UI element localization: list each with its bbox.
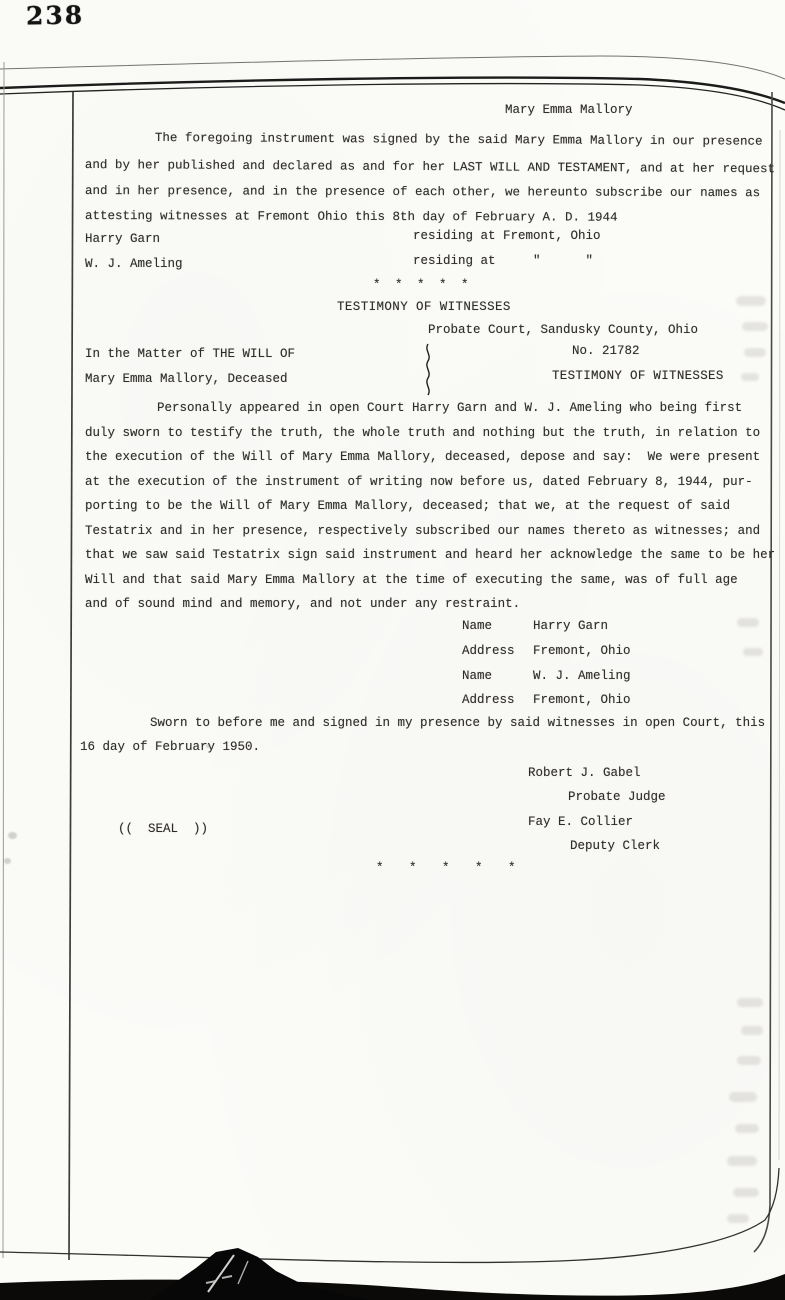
bleed-through-mark bbox=[744, 348, 766, 357]
testimony-body-line: the execution of the Will of Mary Emma Mallory, deceased, depose and say: We were present bbox=[85, 450, 761, 464]
testimony-body-line: duly sworn to testify the truth, the whole truth and nothing but the truth, in relation to bbox=[85, 426, 761, 440]
testimony-body-line: and of sound mind and memory, and not under any restraint. bbox=[85, 597, 521, 611]
bleed-through-mark bbox=[743, 648, 763, 656]
attestation-line: and by her published and declared as and for her LAST WILL AND TESTAMENT, and at her request bbox=[84, 157, 776, 177]
bleed-through-mark bbox=[737, 998, 763, 1007]
testimony-body-line: Will and that said Mary Emma Mallory at the time of executing the same, was of full age bbox=[85, 573, 738, 587]
witness-detail-label: Address bbox=[462, 644, 515, 658]
scan-speck bbox=[8, 832, 17, 839]
clerk-signature: Fay E. Collier bbox=[528, 815, 634, 829]
bleed-through-mark bbox=[727, 1214, 749, 1223]
bleed-through-mark bbox=[737, 618, 759, 627]
bleed-through-mark bbox=[737, 1056, 761, 1065]
judge-signature: Robert J. Gabel bbox=[528, 766, 641, 780]
attestation-line: and in her presence, and in the presence of each other, we hereunto subscribe our names as bbox=[84, 184, 761, 201]
section-separator: * * * * * bbox=[373, 278, 473, 292]
testimony-body-line: at the execution of the instrument of writing now before us, dated February 8, 1944, pur- bbox=[85, 475, 753, 489]
bleed-through-mark bbox=[729, 1092, 757, 1102]
bleed-through-mark bbox=[741, 1026, 763, 1035]
bleed-through-mark bbox=[742, 322, 768, 331]
testator-name-header: Mary Emma Mallory bbox=[505, 103, 633, 117]
seal-notation: (( SEAL )) bbox=[118, 822, 209, 836]
witness-detail-value: Harry Garn bbox=[533, 619, 609, 633]
closing-separator: * * * * * bbox=[376, 861, 520, 875]
bleed-through-mark bbox=[736, 296, 766, 306]
testimony-title: TESTIMONY OF WITNESSES bbox=[337, 300, 511, 314]
witness-detail-label: Name bbox=[462, 669, 493, 683]
testimony-body-line: Testatrix and in her presence, respectively subscribed our names thereto as witnesses; and bbox=[85, 524, 761, 538]
scan-speck bbox=[4, 858, 11, 864]
matter-line-1: In the Matter of THE WILL OF bbox=[85, 347, 296, 361]
attestation-line: attesting witnesses at Fremont Ohio this 8th day of February A. D. 1944 bbox=[84, 209, 618, 225]
witness-detail-label: Address bbox=[462, 693, 515, 707]
testimony-body-line: Personally appeared in open Court Harry Garn and W. J. Ameling who being first bbox=[157, 401, 743, 415]
witness-detail-value: Fremont, Ohio bbox=[533, 693, 631, 707]
bleed-through-mark bbox=[733, 1188, 759, 1197]
court-line: Probate Court, Sandusky County, Ohio bbox=[428, 323, 699, 337]
witness-name: W. J. Ameling bbox=[85, 257, 183, 271]
witness-detail-label: Name bbox=[462, 619, 493, 633]
witness-detail-value: Fremont, Ohio bbox=[533, 644, 631, 658]
witness-residence: residing at " " bbox=[413, 254, 594, 268]
sworn-line: 16 day of February 1950. bbox=[80, 740, 261, 754]
testimony-body-line: that we saw said Testatrix sign said instrument and heard her acknowledge the same to be her bbox=[85, 548, 776, 562]
caption-brace-mark bbox=[421, 342, 435, 398]
bleed-through-mark bbox=[741, 373, 759, 381]
page-number: 238 bbox=[25, 0, 85, 31]
judge-title: Probate Judge bbox=[568, 790, 666, 804]
case-number: No. 21782 bbox=[572, 344, 640, 358]
bleed-through-mark bbox=[735, 1124, 759, 1133]
scan-speck bbox=[206, 744, 210, 748]
clerk-title: Deputy Clerk bbox=[570, 839, 661, 853]
witness-detail-value: W. J. Ameling bbox=[533, 669, 631, 683]
case-title: TESTIMONY OF WITNESSES bbox=[552, 369, 724, 383]
witness-name: Harry Garn bbox=[85, 232, 161, 246]
sworn-line: Sworn to before me and signed in my presence by said witnesses in open Court, this bbox=[150, 716, 766, 730]
attestation-line: The foregoing instrument was signed by the said Mary Emma Mallory in our presence bbox=[154, 130, 763, 149]
witness-residence: residing at Fremont, Ohio bbox=[413, 229, 601, 243]
bleed-through-mark bbox=[727, 1156, 757, 1166]
testimony-body-line: porting to be the Will of Mary Emma Mallory, deceased; that we, at the request of said bbox=[85, 499, 731, 513]
matter-line-2: Mary Emma Mallory, Deceased bbox=[85, 372, 288, 386]
